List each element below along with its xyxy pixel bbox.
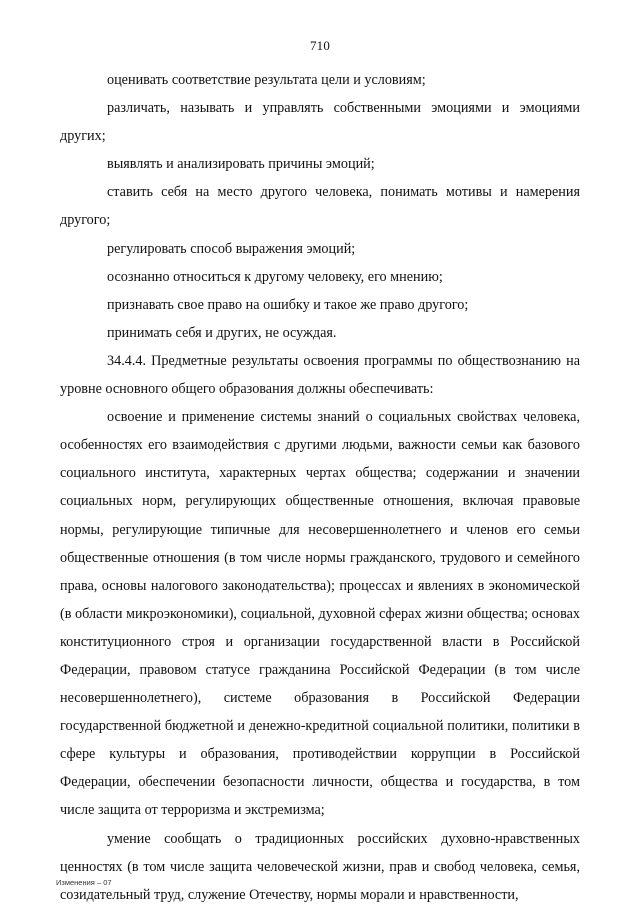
- paragraph: принимать себя и других, не осуждая.: [107, 324, 337, 341]
- paragraph: различать, называть и управлять собственными эмоциями и эмоциями других;: [60, 100, 580, 145]
- paragraph: оценивать соответствие результата цели и условиям;: [107, 72, 426, 88]
- paragraph: регулировать способ выражения эмоций;: [107, 240, 356, 257]
- paragraph: выявлять и анализировать причины эмоций;: [107, 156, 375, 173]
- paragraph: умение сообщать о традиционных российских духовно-нравственных ценностях (в том числе защита человеческой жизни, прав и свобод человека, семья, созидательный труд, служение Отечеству, нормы морали и нравственности,: [60, 830, 580, 903]
- paragraph: ставить себя на место другого человека, понимать мотивы и намерения другого;: [60, 184, 580, 229]
- paragraph: признавать свое право на ошибку и такое же право другого;: [107, 296, 469, 313]
- document-body: [60, 66, 580, 909]
- paragraph: освоение и применение системы знаний о социальных свойствах человека, особенностях его взаимодействия с другими людьми, важности семьи как базового социального института, характерных чертах общества; содержании и значении социальных норм, регулирующих общественные отношения, включая правовые нормы, регулирующие типичные для несовершеннолетнего и членов его семьи общественные отношения (в том числе нормы гражданского, трудового и семейного права, основы налогового законодательства); процессах и явлениях в экономической (в области микроэкономики), социальной, духовной сферах жизни общества; основах конституционного строя и организации государственной власти в Российской Федерации, правовом статусе гражданина Российской Федерации (в том числе несовершеннолетнего), системе образования в Российской Федерации государственной бюджетной и денежно-кредитной социальной политики, политики в сфере культуры и образования, противодействии коррупции в Российской Федерации, обеспечении безопасности личности, общества и государства, в том числе защита от терроризма и экстремизма;: [60, 409, 580, 819]
- paragraph: осознанно относиться к другому человеку, его мнению;: [107, 268, 443, 285]
- section-heading-paragraph: 34.4.4. Предметные результаты освоения программы по обществознанию на уровне основного общего образования должны обеспечивать:: [60, 352, 580, 398]
- page-number: 710: [309, 38, 331, 53]
- page-footer: Изменения – 07: [56, 878, 112, 887]
